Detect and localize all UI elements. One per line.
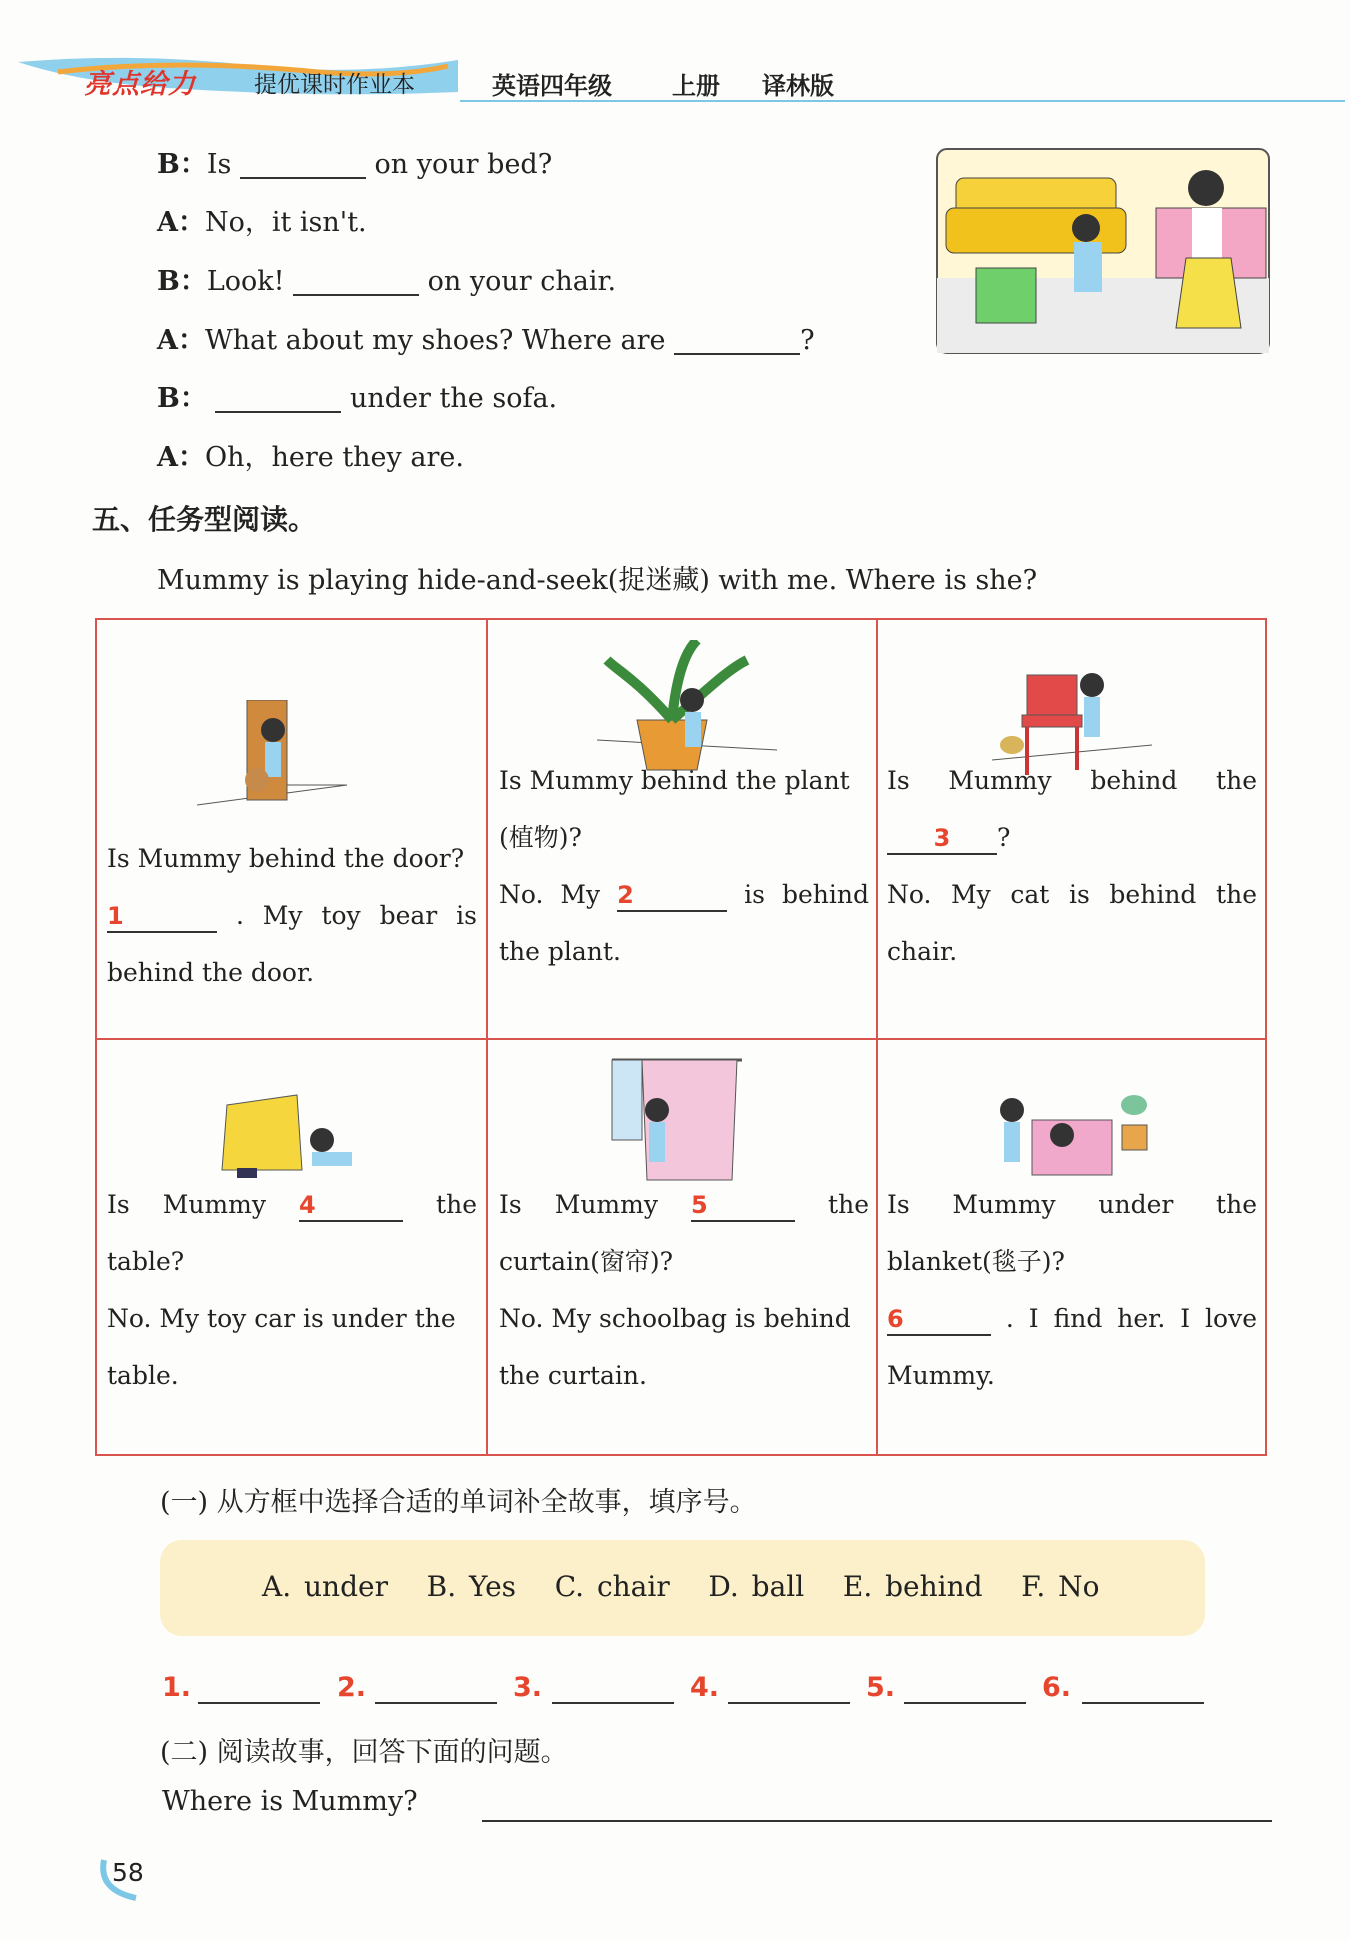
- cell-4-text: Is Mummy 4 the table? No. My toy car is under the table.: [107, 1190, 477, 1390]
- part-one-title: (一) 从方框中选择合适的单词补全故事，填序号。: [160, 1487, 757, 1518]
- answer-blank-1[interactable]: 1: [107, 901, 217, 933]
- dialog-blank-2[interactable]: [293, 268, 419, 296]
- answer-blank-6[interactable]: 6: [887, 1304, 991, 1336]
- dialog-line-3: B：Look! on your chair.: [157, 266, 617, 297]
- answer-number-5: 5.: [866, 1672, 896, 1703]
- cell-1-text: Is Mummy behind the door? 1 . My toy bear is behind the door.: [107, 844, 478, 987]
- dialog-line-4: A：What about my shoes? Where are ?: [157, 325, 815, 356]
- bedroom-illustration: [936, 148, 1270, 354]
- grade-label: 英语四年级: [492, 72, 612, 100]
- dialog-blank-3[interactable]: [674, 327, 800, 355]
- answer-number-6: 6.: [1042, 1672, 1072, 1703]
- edition-label: 译林版: [762, 72, 834, 100]
- answer-blank-5[interactable]: 5: [691, 1190, 795, 1222]
- answer-number-3: 3.: [513, 1672, 543, 1703]
- dialog-line-6: A：Oh，here they are.: [157, 442, 464, 473]
- cell-3-text: Is Mummy behind the 3 ? No. My cat is behind the chair.: [887, 766, 1257, 966]
- table-picture: [207, 1090, 377, 1190]
- cell-6-text: Is Mummy under the blanket(毯子)? 6 . I find her. I love Mummy.: [887, 1190, 1257, 1390]
- story-grid: [95, 618, 1267, 1456]
- workbook-name: 提优课时作业本: [254, 72, 415, 98]
- answer-line-4[interactable]: [728, 1702, 850, 1704]
- answer-line-6[interactable]: [1082, 1702, 1204, 1704]
- door-picture: [197, 700, 357, 810]
- answer-blank-4[interactable]: 4: [299, 1190, 403, 1222]
- bed-picture: [992, 1080, 1152, 1180]
- cell-5-text: Is Mummy 5 the curtain(窗帘)? No. My schoolbag is behind the curtain.: [499, 1190, 869, 1390]
- question-where-is-mummy: Where is Mummy?: [162, 1786, 418, 1817]
- part-two-title: (二) 阅读故事，回答下面的问题。: [160, 1737, 568, 1768]
- answer-number-1: 1.: [162, 1672, 192, 1703]
- answer-blank-3[interactable]: 3: [887, 823, 997, 855]
- answer-number-2: 2.: [337, 1672, 367, 1703]
- page-number: 58: [112, 1858, 144, 1887]
- dialog-blank-4[interactable]: [215, 385, 341, 413]
- dialog-line-1: B：Is on your bed?: [157, 149, 553, 180]
- answer-line-1[interactable]: [198, 1702, 320, 1704]
- question-answer-line[interactable]: [482, 1820, 1272, 1822]
- answer-blank-2[interactable]: 2: [617, 880, 727, 912]
- answer-number-4: 4.: [690, 1672, 720, 1703]
- cell-2-text: Is Mummy behind the plant (植物)? No. My 2 is behind the plant.: [499, 766, 869, 966]
- answer-line-3[interactable]: [552, 1702, 674, 1704]
- section-intro: Mummy is playing hide-and-seek(捉迷藏) with me. Where is she?: [157, 565, 1038, 596]
- answer-line-5[interactable]: [904, 1702, 1026, 1704]
- answer-line-2[interactable]: [375, 1702, 497, 1704]
- header-rule: [460, 100, 1345, 102]
- brand-logo: 亮点给力: [84, 69, 196, 100]
- curtain-picture: [607, 1055, 747, 1185]
- section-title: 五、任务型阅读。: [92, 503, 317, 536]
- word-options: A. under B. Yes C. chair D. ball E. behind F. No: [262, 1570, 1100, 1603]
- dialog-line-5: B： under the sofa.: [157, 383, 558, 414]
- dialog-blank-1[interactable]: [240, 151, 366, 179]
- volume-label: 上册: [672, 72, 720, 100]
- dialog-line-2: A：No，it isn't.: [157, 207, 367, 238]
